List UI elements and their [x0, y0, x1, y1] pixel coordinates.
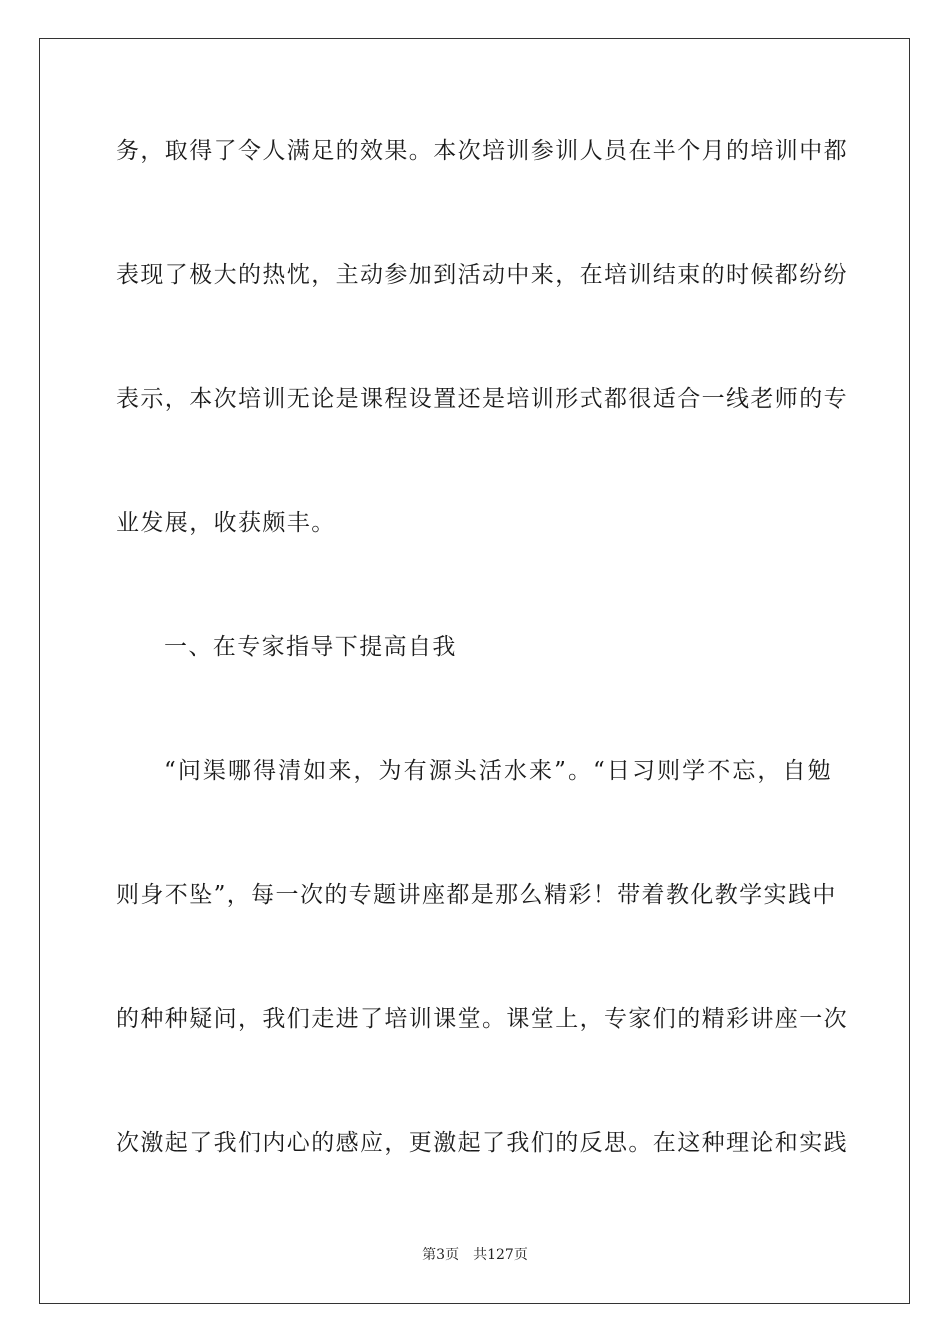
- section-line-2: 则身不坠”，每一次的专题讲座都是那么精彩！带着教化教学实践中: [116, 882, 837, 908]
- body-line-3: 表示，本次培训无论是课程设置还是培训形式都很适合一线老师的专: [116, 386, 848, 412]
- page-total: 共127页: [473, 1247, 528, 1263]
- body-line-1: 务，取得了令人满足的效果。本次培训参训人员在半个月的培训中都: [116, 138, 848, 164]
- body-line-2: 表现了极大的热忱，主动参加到活动中来，在培训结束的时候都纷纷: [116, 262, 848, 288]
- section-line-3: 的种种疑问，我们走进了培训课堂。课堂上，专家们的精彩讲座一次: [116, 1006, 848, 1032]
- body-line-4: 业发展，收获颇丰。: [116, 510, 336, 536]
- page-footer: [0, 1246, 950, 1264]
- section-line-1: “问渠哪得清如来，为有源头活水来”。“日习则学不忘，自勉: [164, 758, 832, 784]
- page-border: [39, 38, 910, 1304]
- section-line-4: 次激起了我们内心的感应，更激起了我们的反思。在这种理论和实践: [116, 1130, 848, 1156]
- page-number: 第3页: [422, 1247, 460, 1263]
- section-heading: 一、在专家指导下提高自我: [164, 634, 457, 660]
